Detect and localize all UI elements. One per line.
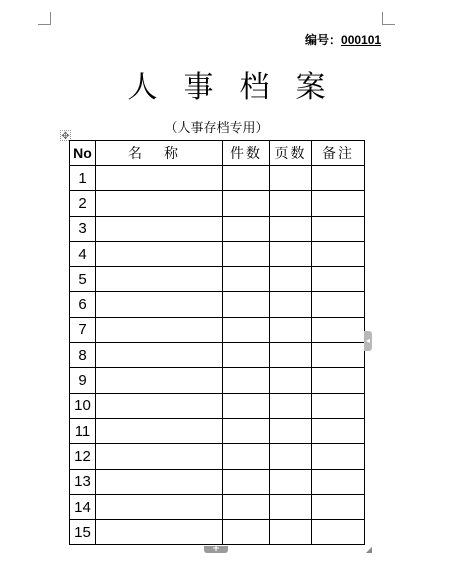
- pages-cell[interactable]: [270, 317, 312, 342]
- column-add-icon[interactable]: ◂: [364, 331, 372, 351]
- remark-cell[interactable]: [312, 166, 365, 191]
- row-number-cell[interactable]: 10: [70, 393, 96, 418]
- row-number-cell[interactable]: 14: [70, 494, 96, 519]
- table-row: [70, 343, 365, 368]
- count-cell[interactable]: [223, 166, 270, 191]
- name-cell[interactable]: [96, 368, 223, 393]
- table-row: [70, 444, 365, 469]
- pages-cell[interactable]: [270, 469, 312, 494]
- count-cell[interactable]: [223, 191, 270, 216]
- table-row: [70, 393, 365, 418]
- table-row: [70, 216, 365, 241]
- table-row: [70, 494, 365, 519]
- count-cell[interactable]: [223, 317, 270, 342]
- name-cell[interactable]: [96, 469, 223, 494]
- page-margin-corner-top-left: [38, 12, 51, 25]
- serial-label: 编号：: [305, 33, 342, 47]
- pages-cell[interactable]: [270, 292, 312, 317]
- count-cell[interactable]: [223, 343, 270, 368]
- table-row: [70, 520, 365, 545]
- name-cell[interactable]: [96, 444, 223, 469]
- remark-cell[interactable]: [312, 393, 365, 418]
- pages-cell[interactable]: [270, 267, 312, 292]
- pages-cell[interactable]: [270, 166, 312, 191]
- count-cell[interactable]: [223, 241, 270, 266]
- table-body: [70, 166, 365, 545]
- column-header-no[interactable]: No: [70, 141, 96, 166]
- count-cell[interactable]: [223, 520, 270, 545]
- remark-cell[interactable]: [312, 267, 365, 292]
- serial-number-line: [305, 31, 381, 48]
- name-cell[interactable]: [96, 191, 223, 216]
- pages-cell[interactable]: [270, 444, 312, 469]
- table-row: [70, 191, 365, 216]
- document-subtitle[interactable]: （人事存档专用）: [164, 121, 269, 136]
- row-number-cell[interactable]: 12: [70, 444, 96, 469]
- name-cell[interactable]: [96, 317, 223, 342]
- remark-cell[interactable]: [312, 241, 365, 266]
- name-cell[interactable]: [96, 418, 223, 443]
- name-cell[interactable]: [96, 166, 223, 191]
- document-title[interactable]: 人事档案: [127, 70, 352, 105]
- remark-cell[interactable]: [312, 418, 365, 443]
- name-cell[interactable]: [96, 216, 223, 241]
- table-row: [70, 368, 365, 393]
- pages-cell[interactable]: [270, 418, 312, 443]
- archive-table: [69, 140, 365, 545]
- table-header-row: [70, 141, 365, 166]
- name-cell[interactable]: [96, 241, 223, 266]
- row-number-cell[interactable]: 8: [70, 343, 96, 368]
- move-icon[interactable]: ✥: [61, 131, 70, 142]
- plus-icon[interactable]: +: [204, 546, 228, 553]
- count-cell[interactable]: [223, 267, 270, 292]
- row-number-cell[interactable]: 1: [70, 166, 96, 191]
- serial-number[interactable]: 000101: [341, 33, 382, 47]
- row-number-cell[interactable]: 2: [70, 191, 96, 216]
- remark-cell[interactable]: [312, 317, 365, 342]
- count-cell[interactable]: [223, 494, 270, 519]
- remark-cell[interactable]: [312, 520, 365, 545]
- row-number-cell[interactable]: 5: [70, 267, 96, 292]
- remark-cell[interactable]: [312, 444, 365, 469]
- column-header-name[interactable]: 名称: [96, 141, 223, 166]
- count-cell[interactable]: [223, 368, 270, 393]
- pages-cell[interactable]: [270, 393, 312, 418]
- count-cell[interactable]: [223, 292, 270, 317]
- pages-cell[interactable]: [270, 216, 312, 241]
- remark-cell[interactable]: [312, 343, 365, 368]
- column-header-count[interactable]: 件数: [223, 141, 270, 166]
- name-cell[interactable]: [96, 292, 223, 317]
- row-number-cell[interactable]: 7: [70, 317, 96, 342]
- row-number-cell[interactable]: 15: [70, 520, 96, 545]
- table-row: [70, 292, 365, 317]
- row-number-cell[interactable]: 3: [70, 216, 96, 241]
- table-row: [70, 166, 365, 191]
- remark-cell[interactable]: [312, 494, 365, 519]
- row-number-cell[interactable]: 13: [70, 469, 96, 494]
- remark-cell[interactable]: [312, 292, 365, 317]
- name-cell[interactable]: [96, 520, 223, 545]
- row-number-cell[interactable]: 9: [70, 368, 96, 393]
- table-row: [70, 317, 365, 342]
- table-row: [70, 469, 365, 494]
- pages-cell[interactable]: [270, 191, 312, 216]
- name-cell[interactable]: [96, 267, 223, 292]
- count-cell[interactable]: [223, 469, 270, 494]
- table-row: [70, 418, 365, 443]
- remark-cell[interactable]: [312, 191, 365, 216]
- pages-cell[interactable]: [270, 494, 312, 519]
- remark-cell[interactable]: [312, 216, 365, 241]
- name-cell[interactable]: [96, 494, 223, 519]
- name-cell[interactable]: [96, 393, 223, 418]
- table-row: [70, 241, 365, 266]
- count-cell[interactable]: [223, 418, 270, 443]
- pages-cell[interactable]: [270, 368, 312, 393]
- row-number-cell[interactable]: 4: [70, 241, 96, 266]
- table-row: [70, 267, 365, 292]
- pages-cell[interactable]: [270, 520, 312, 545]
- row-number-cell[interactable]: 11: [70, 418, 96, 443]
- column-header-pages[interactable]: 页数: [270, 141, 312, 166]
- remark-cell[interactable]: [312, 469, 365, 494]
- page-margin-corner-top-right: [382, 12, 395, 25]
- remark-cell[interactable]: [312, 368, 365, 393]
- pages-cell[interactable]: [270, 343, 312, 368]
- name-cell[interactable]: [96, 343, 223, 368]
- pages-cell[interactable]: [270, 241, 312, 266]
- row-number-cell[interactable]: 6: [70, 292, 96, 317]
- resize-corner-icon[interactable]: ◢: [365, 545, 373, 554]
- count-cell[interactable]: [223, 444, 270, 469]
- count-cell[interactable]: [223, 393, 270, 418]
- column-header-remark[interactable]: 备注: [312, 141, 365, 166]
- count-cell[interactable]: [223, 216, 270, 241]
